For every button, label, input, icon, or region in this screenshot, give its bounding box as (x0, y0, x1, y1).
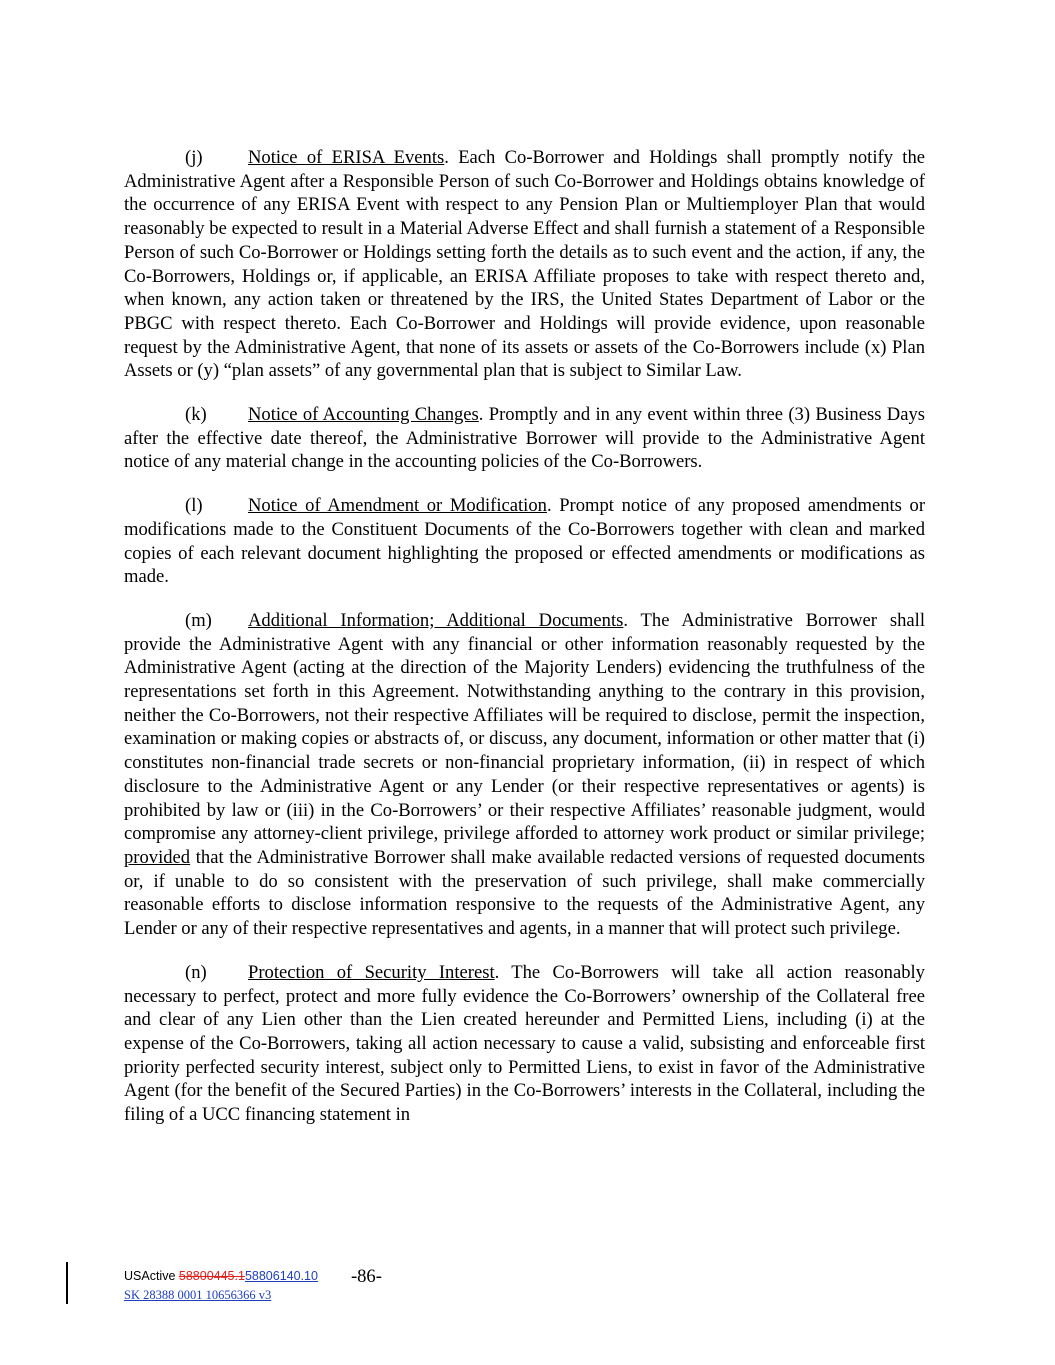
section-text-continued: that the Administrative Borrower shall make available redacted versions of requested documents or, if unable to do so consistent with the preservation of such privilege, shall make commercially reasonable efforts to disclose information responsive to the requests of the Administrative Agent, any Lender or any of their respective representatives and agents, in a manner that will protect such privilege. (124, 846, 925, 940)
section-heading: Protection of Security Interest (248, 961, 495, 983)
section-text: . The Administrative Borrower shall provide the Administrative Agent with any financial or other information reasonably requested by the Administrative Agent (acting at the direction of the Majority Lenders) evidencing the truthfulness of the representations set forth in this Agreement. Notwithstanding anything to the contrary in this provision, neither the Co-Borrowers, not their respective Affiliates will be required to disclose, permit the inspection, examination or making copies or abstracts of, or discuss, any document, information or other matter that (i) constitutes non-financial trade secrets or non-financial proprietary information, (ii) in respect of which disclosure to the Administrative Agent or any Lender (or their respective representatives or agents) is prohibited by law or (iii) in the Co-Borrowers’ or their respective Affiliates’ reasonable judgment, would compromise any attorney-client privilege, privilege afforded to attorney work product or similar privilege; (124, 609, 925, 845)
inserted-doc-id: 58806140.10 (244, 1269, 318, 1283)
page-footer (124, 1266, 524, 1316)
section-heading: Notice of ERISA Events (248, 147, 445, 168)
section-l (124, 494, 925, 589)
section-heading: Additional Information; Additional Documents (248, 609, 624, 631)
section-text: . Promptly and in any event within three (3) Business Days after the effective date thereof, the Administrative Borrower will provide to the Administrative Agent notice of any material change in the accounting policies of the Co-Borrowers. (124, 404, 925, 473)
footer-doc-reference: SK 28388 0001 10656366 v3 (124, 1288, 272, 1302)
section-label: (l) (185, 495, 203, 517)
page-number: -86- (350, 1266, 382, 1287)
section-n (124, 961, 925, 1127)
section-label: (m) (185, 609, 212, 631)
section-j (124, 146, 925, 383)
proviso-term: provided (124, 846, 191, 868)
footer-doc-line (124, 1266, 382, 1288)
section-label: (k) (185, 404, 207, 426)
section-text: . Prompt notice of any proposed amendments or modifications made to the Constituent Documents of the Co-Borrowers together with clean and marked copies of each relevant document highlighting the proposed or effected amendments or modifications as made. (124, 495, 926, 588)
section-label: (j) (185, 147, 203, 168)
section-heading: Notice of Amendment or Modification (248, 495, 547, 517)
section-heading: Notice of Accounting Changes (248, 404, 479, 426)
document-body (124, 146, 925, 1127)
deleted-doc-id: 58800445.1 (178, 1269, 245, 1283)
doc-id-prefix: USActive (124, 1269, 179, 1283)
section-m (124, 609, 925, 941)
section-label: (n) (185, 961, 207, 983)
revision-change-bar (66, 1262, 68, 1304)
section-text: . Each Co-Borrower and Holdings shall promptly notify the Administrative Agent after a Responsible Person of such Co-Borrower and Holdings obtains knowledge of the occurrence of any ERISA Event with respect to any Pension Plan or Multiemployer Plan that would reasonably be expected to result in a Material Adverse Effect and shall furnish a statement of a Responsible Person of such Co-Borrower or Holdings setting forth the details as to such event and the action, if any, the Co-Borrowers, Holdings or, if applicable, an ERISA Affiliate proposes to take with respect thereto and, when known, any action taken or threatened by the IRS, the United States Department of Labor or the PBGC with respect thereto. Each Co-Borrower and Holdings will provide evidence, upon reasonable request by the Administrative Agent, that none of its assets or assets of the Co-Borrowers include (x) Plan Assets or (y) “plan assets” of any governmental plan that is subject to Similar Law. (124, 147, 926, 382)
section-k (124, 403, 925, 474)
section-text: . The Co-Borrowers will take all action reasonably necessary to perfect, protect and more fully evidence the Co-Borrowers’ ownership of the Collateral free and clear of any Lien other than the Lien created hereunder and Permitted Liens, including (i) at the expense of the Co-Borrowers, taking all action necessary to cause a valid, subsisting and enforceable first priority perfected security interest, subject only to Permitted Liens, to exist in favor of the Administrative Agent (for the benefit of the Secured Parties) in the Co-Borrowers’ interests in the Collateral, including the filing of a UCC financing statement in (124, 961, 925, 1126)
